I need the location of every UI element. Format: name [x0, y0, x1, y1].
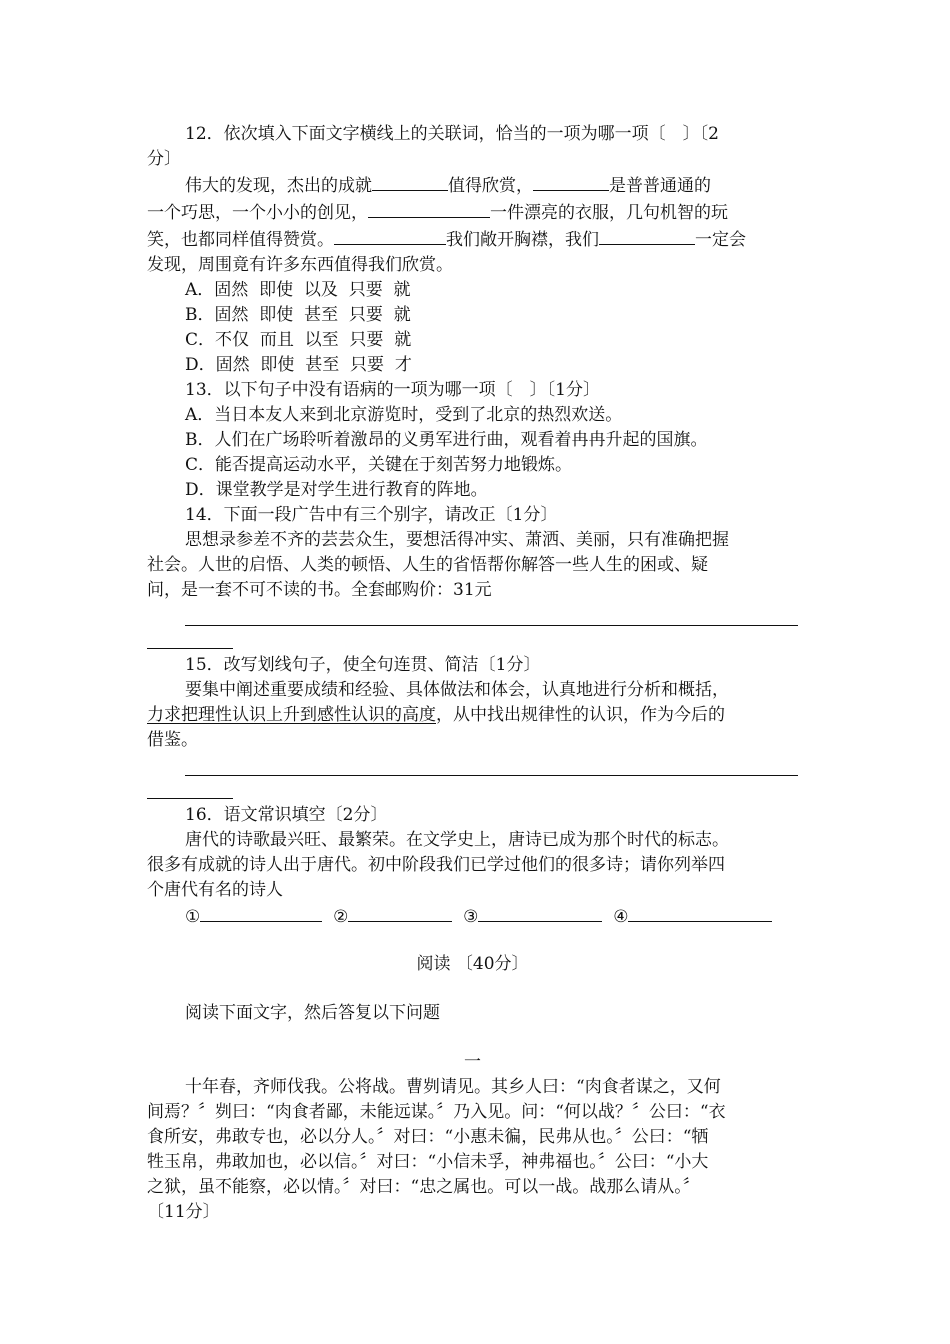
spacer	[147, 930, 798, 952]
reading-section-number: 一	[464, 1052, 481, 1072]
exam-page	[147, 122, 798, 1225]
q12-passage-line4: 发现，周围竟有许多东西值得我们欣赏。	[147, 255, 453, 275]
reading-passage-line1: 十年春，齐师伐我。公将战。曹刿请见。其乡人曰：“肉食者谋之，又何	[185, 1077, 721, 1097]
poet-blank-1[interactable]	[200, 903, 322, 922]
reading-passage-line4: 牲玉帛，弗敢加也，必以信。〞对曰：“小信未孚，神弗福也。〞公曰：“小大	[147, 1152, 709, 1172]
spacer	[147, 1026, 798, 1050]
q15-answer-line[interactable]	[185, 753, 798, 776]
q14-text-line1: 思想录参差不齐的芸芸众生，要想活得冲实、萧洒、美丽，只有准确把握	[185, 530, 729, 550]
q14-text-line3: 问，是一套不可不读的书。全套邮购价：31元	[147, 580, 492, 600]
poet-blank-3[interactable]	[478, 903, 602, 922]
q12-option-b: B．固然 即使 甚至 只要 就	[185, 305, 411, 325]
q12-blank-4[interactable]	[334, 226, 446, 245]
q15-text-line3: 借鉴。	[147, 730, 198, 750]
q13-option-b: B．人们在广场聆听着激昂的义勇军进行曲，观看着冉冉升起的国旗。	[185, 430, 708, 450]
q16-text-line1: 唐代的诗歌最兴旺、最繁荣。在文学史上，唐诗已成为那个时代的标志。	[185, 830, 729, 850]
q12-blank-5[interactable]	[599, 226, 695, 245]
q16-stem: 16．语文常识填空〔2分〕	[185, 805, 388, 825]
q16-text-line3: 个唐代有名的诗人	[147, 880, 283, 900]
q15-underlined-sentence: 力求把理性认识上升到感性认识的高度	[147, 705, 436, 725]
reading-passage-line6: 〔11分〕	[147, 1202, 220, 1222]
q13-option-c: C．能否提高运动水平，关键在于刻苦努力地锻炼。	[185, 455, 573, 475]
q16-text-line2: 很多有成就的诗人出于唐代。初中阶段我们已学过他们的很多诗；请你列举四	[147, 855, 725, 875]
q13-option-a: A．当日本友人来到北京游览时，受到了北京的热烈欢送。	[185, 405, 623, 425]
q14-stem: 14．下面一段广告中有三个别字，请改正〔1分〕	[185, 505, 558, 525]
q12-blank-1[interactable]	[372, 172, 448, 191]
q14-answer-line-continued[interactable]	[147, 626, 233, 649]
q15-answer-line-continued[interactable]	[147, 776, 233, 799]
q13-stem: 13．以下句子中没有语病的一项为哪一项〔 〕〔1分〕	[185, 380, 600, 400]
q14-answer-line[interactable]	[185, 603, 798, 626]
q12-blank-3[interactable]	[368, 199, 490, 218]
spacer	[147, 977, 798, 1001]
q15-stem: 15．改写划线句子，使全句连贯、简洁〔1分〕	[185, 655, 541, 675]
q15-text-line2: 力求把理性认识上升到感性认识的高度，从中找出规律性的认识，作为今后的	[147, 705, 725, 725]
q12-option-a: A．固然 即使 以及 只要 就	[185, 280, 411, 300]
q12-passage-line3: 笑，也都同样值得赞赏。 我们敞开胸襟，我们 一定会	[147, 226, 798, 253]
q12-passage-line1: 伟大的发现，杰出的成就 值得欣赏， 是普普通通的	[147, 172, 798, 199]
q16-answer-blanks: ① ② ③ ④	[147, 903, 798, 930]
reading-heading: 阅读 〔40分〕	[416, 954, 529, 974]
q14-text-line2: 社会。人世的启悟、人类的顿悟、人生的省悟帮你解答一些人生的困或、疑	[147, 555, 708, 575]
poet-blank-4[interactable]	[628, 903, 772, 922]
q12-stem-line1: 12．依次填入下面文字横线上的关联词，恰当的一项为哪一项〔 〕〔2	[185, 124, 719, 144]
q12-passage-line2: 一个巧思，一个小小的创见， 一件漂亮的衣服，几句机智的玩	[147, 199, 798, 226]
reading-passage-line3: 食所安，弗敢专也，必以分人。〞对曰：“小惠未徧，民弗从也。〞公曰：“牺	[147, 1127, 709, 1147]
q12-stem-line2: 分〕	[147, 149, 181, 169]
reading-passage-line2: 间焉？〞刿曰：“肉食者鄙，未能远谋。〞乃入见。问：“何以战？〞公曰：“衣	[147, 1102, 726, 1122]
q15-text-line1: 要集中阐述重要成绩和经验、具体做法和体会，认真地进行分析和概括，	[185, 680, 729, 700]
reading-passage-line5: 之狱，虽不能察，必以情。〞对曰：“忠之属也。可以一战。战那么请从。〞	[147, 1177, 700, 1197]
q12-option-d: D．固然 即使 甚至 只要 才	[185, 355, 412, 375]
poet-blank-2[interactable]	[348, 903, 452, 922]
q12-blank-2[interactable]	[533, 172, 609, 191]
reading-instruction: 阅读下面文字，然后答复以下问题	[185, 1003, 440, 1023]
q12-option-c: C．不仅 而且 以至 只要 就	[185, 330, 412, 350]
q13-option-d: D．课堂教学是对学生进行教育的阵地。	[185, 480, 488, 500]
